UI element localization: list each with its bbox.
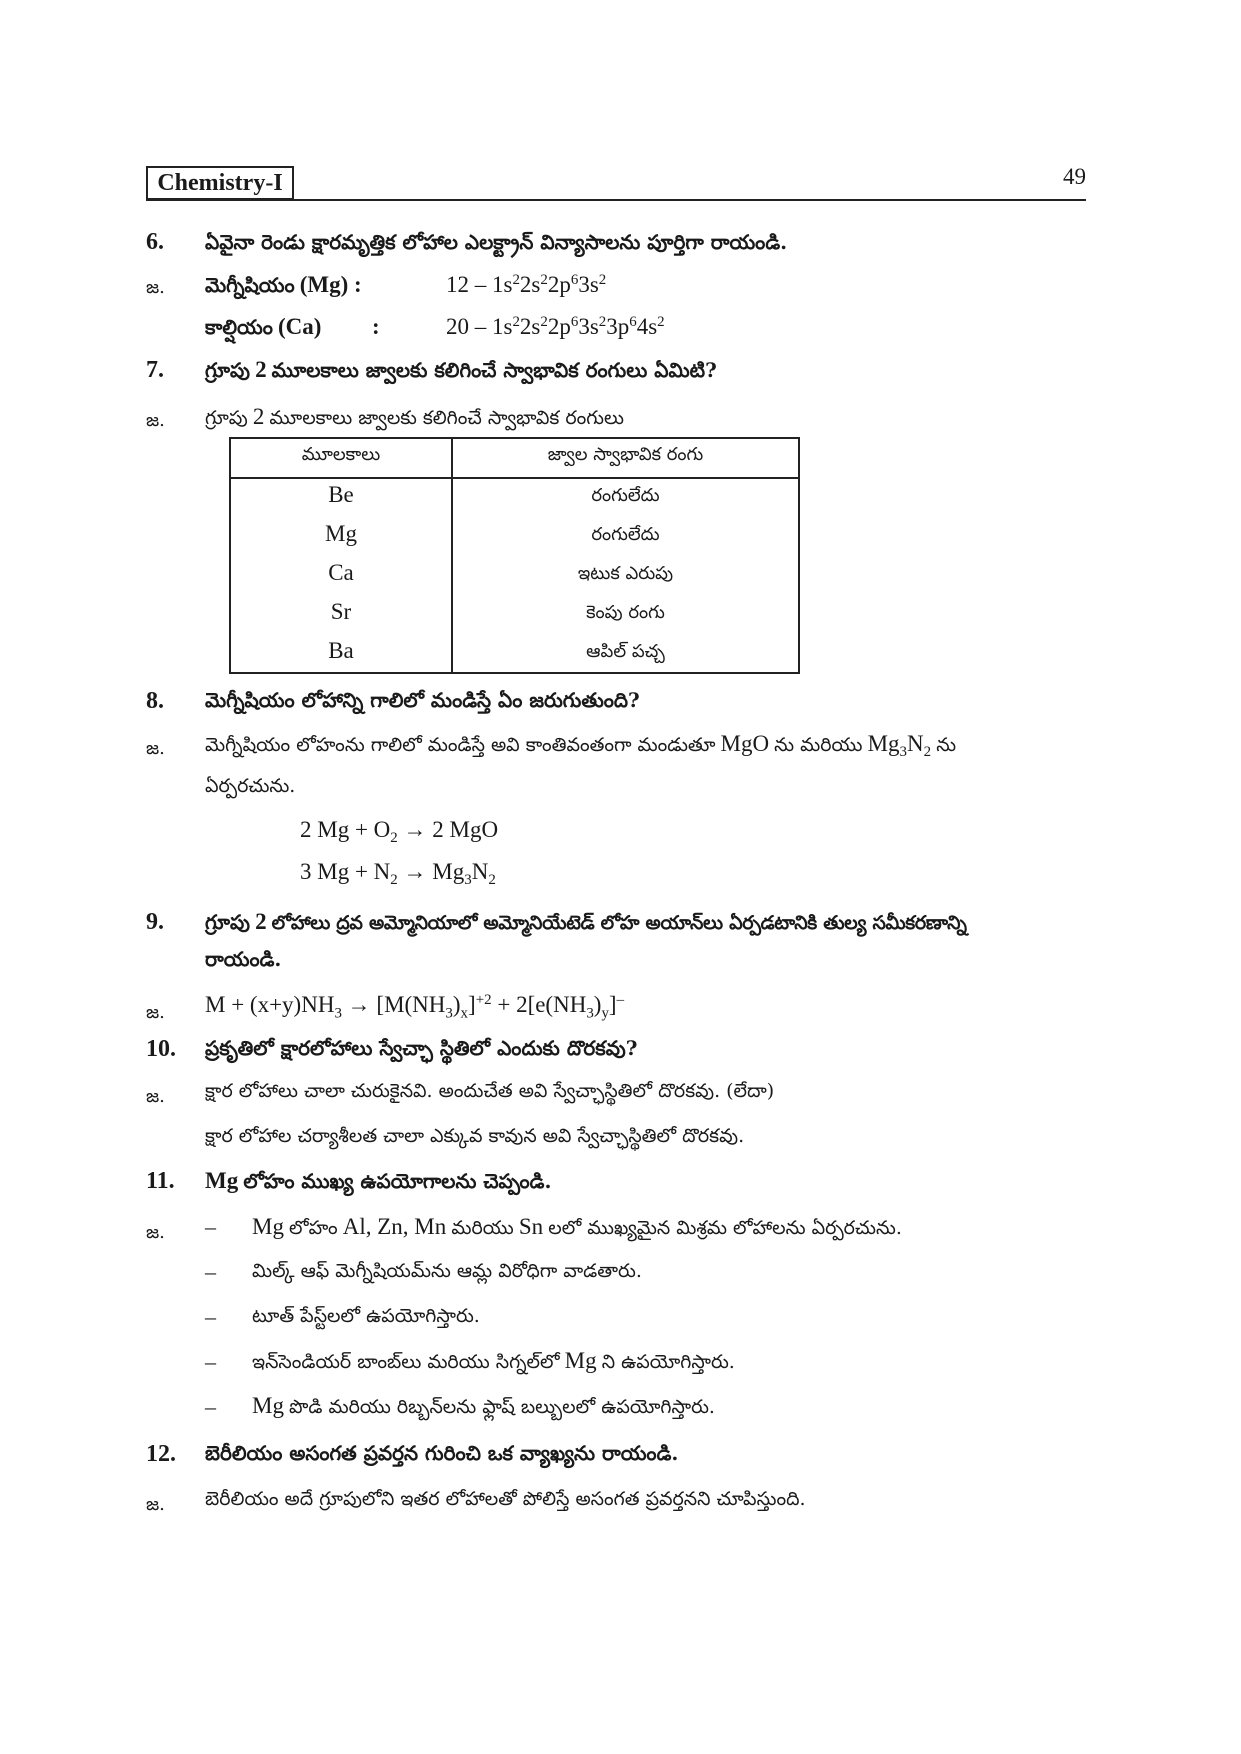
table-cell-element: Ca [328,560,354,585]
table-cell-element: Sr [330,599,352,624]
mg-config: $12 - 1s^22s^22p^63s^2$ [446,272,607,298]
answer-marker-11: జ. [146,1222,165,1243]
table-cell-color: కెంపు రంగు [586,602,665,623]
subject-title: Chemistry-I [157,170,283,196]
bullet-dash: – [205,1304,216,1329]
answer-marker-6: జ. [146,277,165,298]
question-number-7: 7. [146,357,164,383]
mg-label-sym: (Mg) : [299,272,362,297]
ca-colon: : [372,314,380,339]
bullet-dash: – [205,1259,216,1284]
answer-10-line-1: క్షార లోహాలు చాలా చురుకైనవి. అందుచేత అవి స్వేచ్ఛాస్థితిలో దొరకవు. (లేదా) [205,1080,775,1102]
use-alloys [252,1214,902,1244]
subject-title-box [146,166,294,200]
ca-config: $20 - 1s^22s^22p^63s^23p^64s^2$ [446,314,665,340]
question-11-text [205,1168,551,1198]
ca-label-te: కాల్షియం [205,315,273,339]
question-number-10: 10. [146,1036,176,1062]
question-10-text: ప్రకృతిలో క్షారలోహాలు స్వేచ్ఛా స్థితిలో ఎందుకు దొరకవు? [205,1036,638,1060]
ammonia-equation: $M + (x+y)NH_3 \to [M(NH_3)_x]^{+2} + 2[e(NH_3)_y]^-$ [205,992,625,1022]
ca-label-sym: (Ca) [277,314,322,339]
q7-text-b: మూలకాలు జ్వాలకు కలిగించే స్వాభావిక రంగులు ఏమిటి? [271,358,717,382]
a7-text-b: మూలకాలు జ్వాలకు కలిగించే స్వాభావిక రంగులు [269,407,624,429]
mg-label-te: మెగ్నీషియం [205,273,295,297]
table-cell-color: రంగులేదు [591,524,660,545]
answer-8-line-2: ఏర్పరచును. [205,775,296,797]
table-cell-element: Ba [328,638,354,663]
use-alloys-mg: Mg [252,1214,284,1239]
q7-text-a: గ్రూపు [205,358,250,382]
answer-10-line-2: క్షార లోహాల చర్యాశీలత చాలా ఎక్కువ కావున అవి స్వేచ్ఛాస్థితిలో దొరకవు. [205,1125,745,1147]
answer-marker-7: జ. [146,410,165,431]
answer-marker-8: జ. [146,738,165,759]
q11-rest: లోహం ముఖ్య ఉపయోగాలను చెప్పండి. [243,1169,552,1193]
page-number: 49 [1063,164,1086,189]
question-12-text: బెరీలియం అసంగత ప్రవర్తన గురించి ఒక వ్యాఖ్యను రాయండి. [205,1441,679,1465]
bullet-dash: – [205,1214,216,1239]
question-number-6: 6. [146,229,164,255]
answer-8-line-1 [205,731,956,761]
table-cell-color: ఇటుక ఎరుపు [577,563,674,584]
ca-config-label [205,314,321,344]
a7-text-a: గ్రూపు [205,407,248,429]
equation-mg-n2: 3 $Mg + N_2 \to Mg_3N_2$ [300,859,496,889]
use-antacid: మిల్క్ ఆఫ్ మెగ్నీషియమ్‌ను ఆమ్ల విరోధిగా వాడతారు. [252,1260,642,1282]
table-cell-element: Be [328,482,354,507]
answer-marker-12: జ. [146,1494,165,1515]
use-incendiary-text-a: ఇన్‌సెండియర్ బాంబ్‌లు మరియు సిగ్నల్‌లో [252,1351,560,1373]
table-column-divider [451,439,453,672]
answer-marker-9: జ. [146,1002,165,1023]
use-alloys-metals: Al, Zn, Mn [342,1214,447,1239]
bullet-dash: – [205,1349,216,1374]
use-incendiary-mg: Mg [564,1348,597,1373]
answer-12-text: బెరీలియం అదే గ్రూపులోని ఇతర లోహాలతో పోలిస్తే అసంగత ప్రవర్తనని చూపిస్తుంది. [205,1488,806,1510]
table-cell-color: రంగులేదు [591,485,660,506]
use-incendiary-text-b: ని ఉపయోగిస్తారు. [601,1351,735,1373]
a7-group-num: 2 [252,404,265,429]
use-flash-mg: Mg [252,1393,284,1418]
use-alloys-sn: Sn [518,1214,544,1239]
a8-text-b: ను మరియు [774,734,863,756]
q11-mg: Mg [205,1168,239,1193]
use-flash-bulbs [252,1393,715,1423]
question-number-9: 9. [146,909,164,935]
bullet-dash: – [205,1394,216,1419]
question-9-line-2: రాయండి. [205,947,282,971]
a8-mgo: MgO [720,731,770,756]
use-alloys-text-a: లోహం [289,1217,338,1239]
question-9-text [205,909,967,939]
use-alloys-text-b: మరియు [451,1217,514,1239]
q7-group-num: 2 [255,357,267,382]
table-header-elements: మూలకాలు [301,444,381,465]
use-alloys-text-c: లలో ముఖ్యమైన మిశ్రమ లోహాలను ఏర్పరచును. [548,1217,902,1239]
table-header-divider [231,477,798,479]
use-toothpaste: టూత్ పేస్ట్‌లలో ఉపయోగిస్తారు. [252,1305,480,1327]
table-cell-color: ఆపిల్ పచ్చ [586,641,665,662]
header-rule [146,199,1086,201]
table-cell-element: Mg [325,521,357,546]
flame-color-table [229,437,800,674]
use-incendiary [252,1348,735,1378]
a8-text-a: మెగ్నీషియం లోహంను గాలిలో మండిస్తే అవి కాంతివంతంగా మండుతూ [205,734,716,756]
q9-text-a: గ్రూపు [205,910,250,934]
a8-mg3n2: $Mg_3N_2$ [867,731,932,761]
q9-text-b: లోహాలు ద్రవ అమ్మోనియాలో అమ్మోనియేటెడ్ లోహ అయాన్‌లు ఏర్పడటానికి తుల్య సమీకరణాన్ని [271,912,967,934]
answer-7-text [205,404,624,434]
answer-marker-10: జ. [146,1086,165,1107]
question-number-8: 8. [146,688,164,714]
question-7-text [205,357,717,387]
equation-mg-o2: 2 $Mg + O_2 \to 2$ MgO [300,817,499,847]
question-number-11: 11. [146,1168,175,1194]
a8-text-c: ను [936,734,957,756]
use-flash-text: పొడి మరియు రిబ్బన్‌లను ఫ్లాష్ బల్బులలో ఉపయోగిస్తారు. [289,1396,715,1418]
question-6-text: ఏవైనా రెండు క్షారమృత్తిక లోహాల ఎలక్ట్రాన్ విన్యాసాలను పూర్తిగా రాయండి. [205,230,788,254]
table-header-flame-color: జ్వాల స్వాభావిక రంగు [547,444,704,465]
question-number-12: 12. [146,1441,176,1467]
question-8-text: మెగ్నీషియం లోహాన్ని గాలిలో మండిస్తే ఏం జరుగుతుంది? [205,688,640,712]
q9-group-num: 2 [255,909,267,934]
mg-config-label [205,272,362,302]
